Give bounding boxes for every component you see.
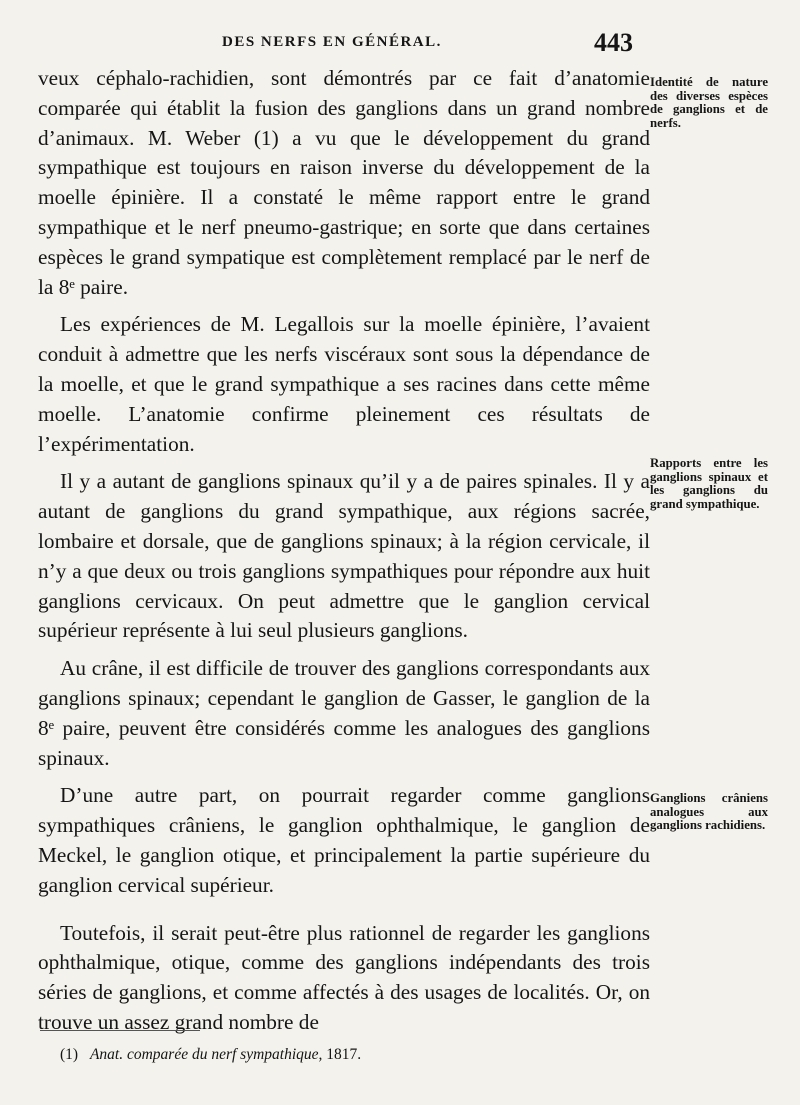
footnote-divider: [40, 1030, 200, 1031]
footnote-citation: Anat. comparée du nerf sympathique,: [89, 1046, 323, 1063]
footnote-year: 1817.: [326, 1046, 362, 1063]
paragraph-6: Toutefois, il serait peut-être plus rationnel de regarder les ganglions ophthalmique, otique, comme des ganglions indépendants des trois séries de ganglions, et comme affectés à des usages de localités. Or, on trouve un assez grand nombre de: [38, 920, 650, 1034]
main-text: [38, 64, 650, 1038]
running-head: DES NERFS EN GÉNÉRAL.: [222, 34, 442, 50]
margin-note-1: Identité de nature des diverses espèces de ganglions et de nerfs.: [650, 75, 768, 130]
margin-note-3: Ganglions crâniens analogues aux ganglions rachidiens.: [650, 791, 768, 832]
margin-note-2: Rapports entre les ganglions spinaux et les ganglions du grand sympathique.: [650, 456, 768, 511]
page-number: 443: [594, 28, 633, 57]
paragraph-1: veux céphalo-rachidien, sont démontrés par ce fait d’anatomie comparée qui établit la fusion des ganglions dans un grand nombre d’animaux. M. Weber (1) a vu que le développement du grand sympathique est toujours en raison inverse du développement de la moelle épinière. Il a constaté le même rapport entre le grand sympathique et le nerf pneumo-gastrique; en sorte que dans certaines espèces le grand sympatique est complètement remplacé par le nerf de la 8ᵉ paire.: [38, 66, 650, 299]
paragraph-3: Il y a autant de ganglions spinaux qu’il y a de paires spinales. Il y a autant de ganglions du grand sympathique, aux régions sacrée, lombaire et dorsale, que de ganglions spinaux; à la région cervicale, il n’y a que deux ou trois ganglions sympathiques pour répondre aux huit ganglions cervicaux. On peut admettre que le ganglion cervical supérieur représente à lui seul plusieurs ganglions.: [38, 469, 650, 643]
paragraph-2: Les expériences de M. Legallois sur la moelle épinière, l’avaient conduit à admettre que les nerfs viscéraux sont sous la dépendance de la moelle, et que le grand sympathique a ses racines dans cette même moelle. L’anatomie confirme pleinement ces résultats de l’expérimentation.: [38, 312, 650, 456]
footnote-marker: (1): [60, 1046, 79, 1063]
paragraph-4: Au crâne, il est difficile de trouver des ganglions correspondants aux ganglions spinaux; cependant le ganglion de Gasser, le ganglion de la 8ᵉ paire, peuvent être considérés comme les analogues des ganglions spinaux.: [38, 656, 650, 770]
paragraph-5: D’une autre part, on pourrait regarder comme ganglions sympathiques crâniens, le ganglion ophthalmique, le ganglion de Meckel, le ganglion otique, et principalement la partie supérieure du ganglion cervical supérieur.: [38, 783, 650, 897]
page-header: [0, 28, 800, 58]
footnote: [60, 1046, 361, 1064]
